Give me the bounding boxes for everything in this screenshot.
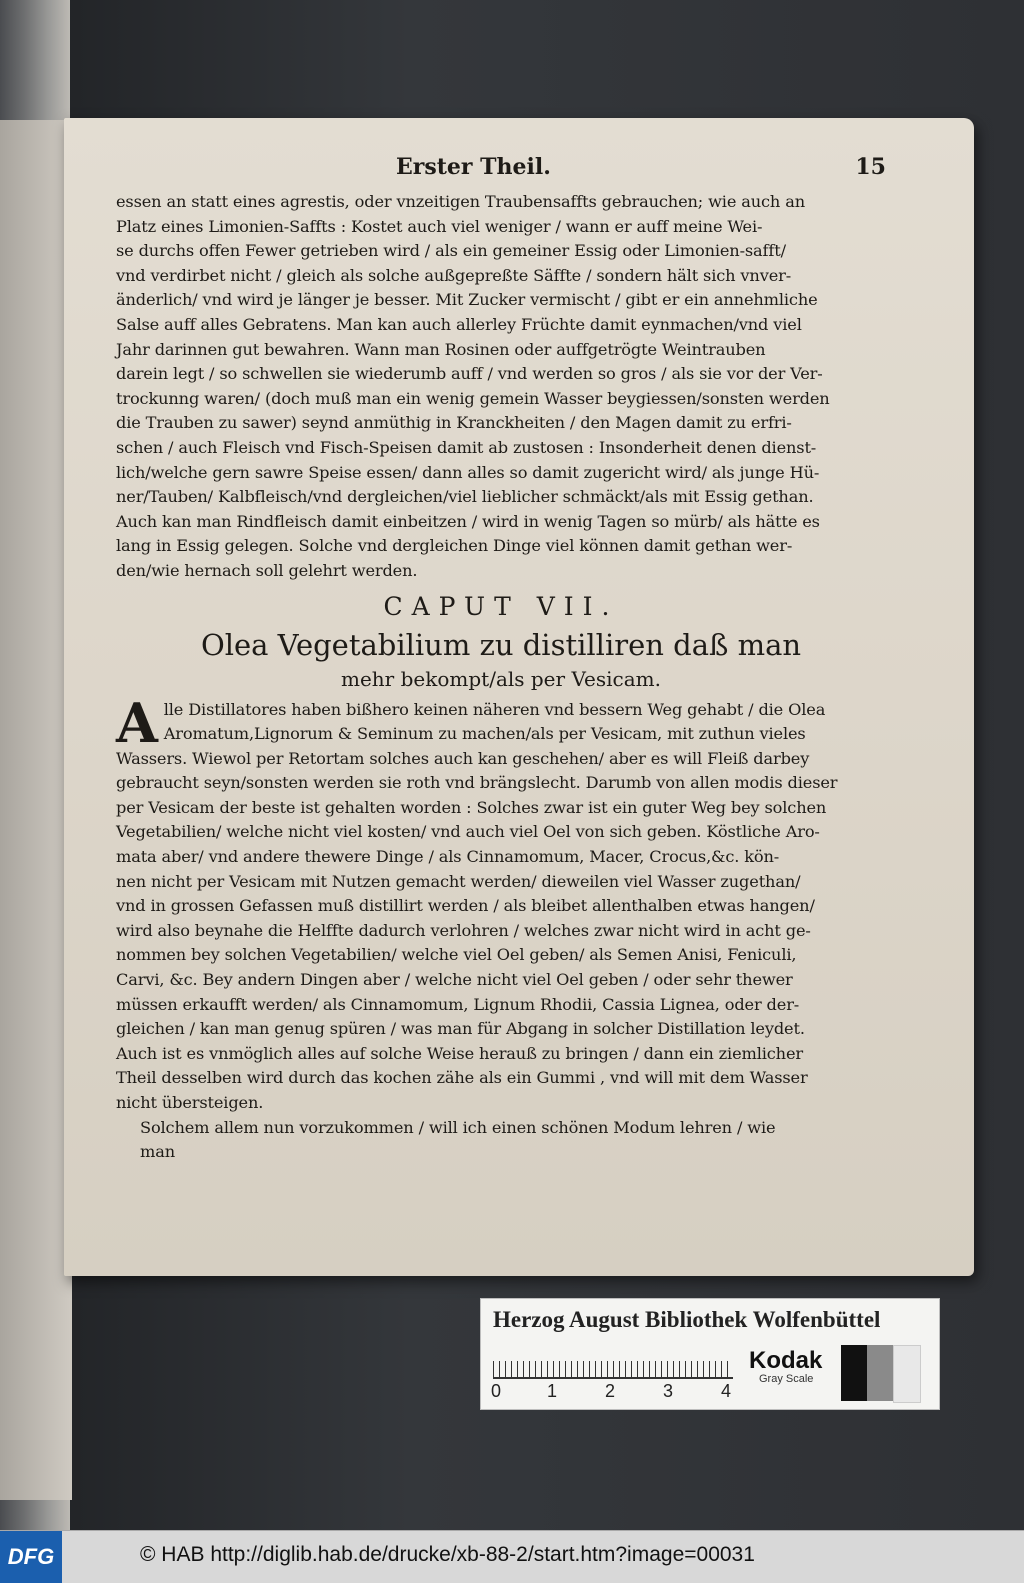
page-text-block bbox=[116, 154, 886, 1214]
text-line: Carvi, &c. Bey andern Dingen aber / welche nicht viel Oel geben / oder sehr thewer bbox=[116, 970, 793, 990]
text-line: Salse auff alles Gebratens. Man kan auch allerley Früchte damit eynmachen/vnd viel bbox=[116, 314, 802, 334]
copyright-link[interactable]: © HAB http://diglib.hab.de/drucke/xb-88-2/start.htm?image=00031 bbox=[140, 1543, 755, 1566]
text-line: lich/welche gern sawre Speise essen/ dann alles so damit zugericht wird/ als junge Hü- bbox=[116, 462, 820, 482]
gray-scale-label: Gray Scale bbox=[759, 1373, 814, 1385]
text-line: wird also beynahe die Helffte dadurch verlohren / welches zwar nicht wird in acht ge- bbox=[116, 920, 811, 940]
ruler-number: 0 bbox=[491, 1381, 502, 1401]
book-page bbox=[64, 118, 974, 1276]
text-line: gleichen / kan man genug spüren / was man für Abgang in solcher Distillation leydet. bbox=[116, 1019, 805, 1039]
running-head-title: Erster Theil. bbox=[396, 154, 551, 180]
paragraph-final bbox=[116, 1116, 886, 1165]
text-line: Platz eines Limonien-Saffts : Kostet auch viel weniger / wann er auff meine Wei- bbox=[116, 216, 763, 236]
text-line: Auch ist es vnmöglich alles auf solche Weise herauß zu bringen / dann ein ziemlicher bbox=[116, 1043, 803, 1063]
text-line: darein legt / so schwellen sie wiederumb auff / vnd werden so gros / als sie vor der Ver- bbox=[116, 364, 823, 384]
ruler-number: 4 bbox=[721, 1381, 732, 1401]
text-line: lle Distillatores haben bißhero keinen näheren vnd bessern Weg gehabt / die Olea bbox=[163, 699, 826, 719]
scale-ruler bbox=[493, 1349, 733, 1379]
text-line: änderlich/ vnd wird je länger je besser. Mit Zucker vermischt / gibt er ein annehmliche bbox=[116, 290, 818, 310]
text-line: Vegetabilien/ welche nicht viel kosten/ vnd auch viel Oel von sich geben. Köstliche Aro- bbox=[116, 822, 820, 842]
gray-swatch-mid bbox=[867, 1345, 893, 1401]
text-line: schen / auch Fleisch vnd Fisch-Speisen damit ab zustosen : Insonderheit denen dienst- bbox=[116, 437, 817, 457]
text-line: Jahr darinnen gut bewahren. Wann man Rosinen oder auffgetrögte Weintrauben bbox=[116, 339, 766, 359]
text-line: nicht übersteigen. bbox=[116, 1093, 264, 1112]
gray-swatch-black bbox=[841, 1345, 867, 1401]
facing-page-edge bbox=[0, 120, 72, 1500]
text-line: essen an statt eines agrestis, oder vnzeitigen Traubensaffts gebrauchen; wie auch an bbox=[116, 192, 805, 211]
paragraph-chapter-body bbox=[116, 690, 886, 1116]
text-line: se durchs offen Fewer getrieben wird / als ein gemeiner Essig oder Limonien-safft/ bbox=[116, 241, 786, 261]
text-line: die Trauben zu sawer) seynd anmüthig in Kranckheiten / den Magen damit zu erfri- bbox=[116, 413, 792, 433]
library-color-card bbox=[480, 1298, 940, 1410]
chapter-number: CAPUT VII. bbox=[383, 591, 619, 621]
ruler-number: 2 bbox=[605, 1381, 616, 1401]
chapter-title-line2: mehr bekompt/als per Vesicam. bbox=[341, 666, 661, 691]
gray-swatch-light bbox=[893, 1345, 921, 1403]
text-line: per Vesicam der beste ist gehalten worden : Solches zwar ist ein guter Weg bey solchen bbox=[116, 797, 827, 817]
dfg-logo: DFG bbox=[0, 1531, 62, 1583]
ruler-number: 3 bbox=[663, 1381, 674, 1401]
text-line: vnd in grossen Gefassen muß distillirt werden / als bleibet allenthalben etwas hangen/ bbox=[116, 896, 815, 916]
paragraph-continuation bbox=[116, 190, 886, 584]
text-line: Aromatum,Lignorum & Seminum zu machen/als per Vesicam, mit zuthun vieles bbox=[163, 724, 806, 744]
text-line: vnd verdirbet nicht / gleich als solche außgepreßte Säffte / sondern hält sich vnver- bbox=[116, 265, 792, 285]
kodak-logo: Kodak bbox=[749, 1347, 823, 1374]
text-line: ner/Tauben/ Kalbfleisch/vnd dergleichen/viel lieblicher schmäckt/als mit Essig gethan. bbox=[116, 487, 814, 507]
running-head bbox=[116, 154, 886, 190]
drop-capital: A bbox=[116, 690, 158, 755]
text-line: mata aber/ vnd andere thewere Dinge / als Cinnamomum, Macer, Crocus,&c. kön- bbox=[116, 847, 780, 867]
text-line: Theil desselben wird durch das kochen zähe als ein Gummi , vnd will mit dem Wasser bbox=[116, 1068, 808, 1088]
text-line: trockunng waren/ (doch muß man ein wenig gemein Wasser beygiessen/sonsten werden bbox=[116, 388, 830, 408]
chapter-title-line1: Olea Vegetabilium zu distilliren daß man bbox=[200, 627, 802, 662]
text-line: gebraucht seyn/sonsten werden sie roth vnd brängslecht. Darumb von allen modis dieser bbox=[116, 773, 838, 793]
text-line: lang in Essig gelegen. Solche vnd dergleichen Dinge viel können damit gethan wer- bbox=[116, 536, 793, 556]
text-line: müssen erkaufft werden/ als Cinnamomum, Lignum Rhodii, Cassia Lignea, oder der- bbox=[116, 994, 800, 1014]
text-line: Solchem allem nun vorzukommen / will ich einen schönen Modum lehren / wie bbox=[140, 1117, 776, 1137]
text-line: man bbox=[140, 1142, 175, 1162]
library-name: Herzog August Bibliothek Wolfenbüttel bbox=[493, 1307, 881, 1332]
text-line: Auch kan man Rindfleisch damit einbeitzen / wird in wenig Tagen so mürb/ als hätte es bbox=[116, 511, 820, 531]
text-line: Wassers. Wiewol per Retortam solches auch kan geschehen/ aber es will Fleiß darbey bbox=[116, 748, 810, 768]
text-line: nommen bey solchen Vegetabilien/ welche viel Oel geben/ als Semen Anisi, Feniculi, bbox=[116, 945, 797, 965]
ruler-number: 1 bbox=[547, 1381, 558, 1401]
footer-bar bbox=[0, 1530, 1024, 1583]
text-line: den/wie hernach soll gelehrt werden. bbox=[116, 560, 418, 580]
text-line: nen nicht per Vesicam mit Nutzen gemacht werden/ dieweilen viel Wasser zugethan/ bbox=[116, 871, 801, 891]
page-number: 15 bbox=[855, 154, 886, 180]
